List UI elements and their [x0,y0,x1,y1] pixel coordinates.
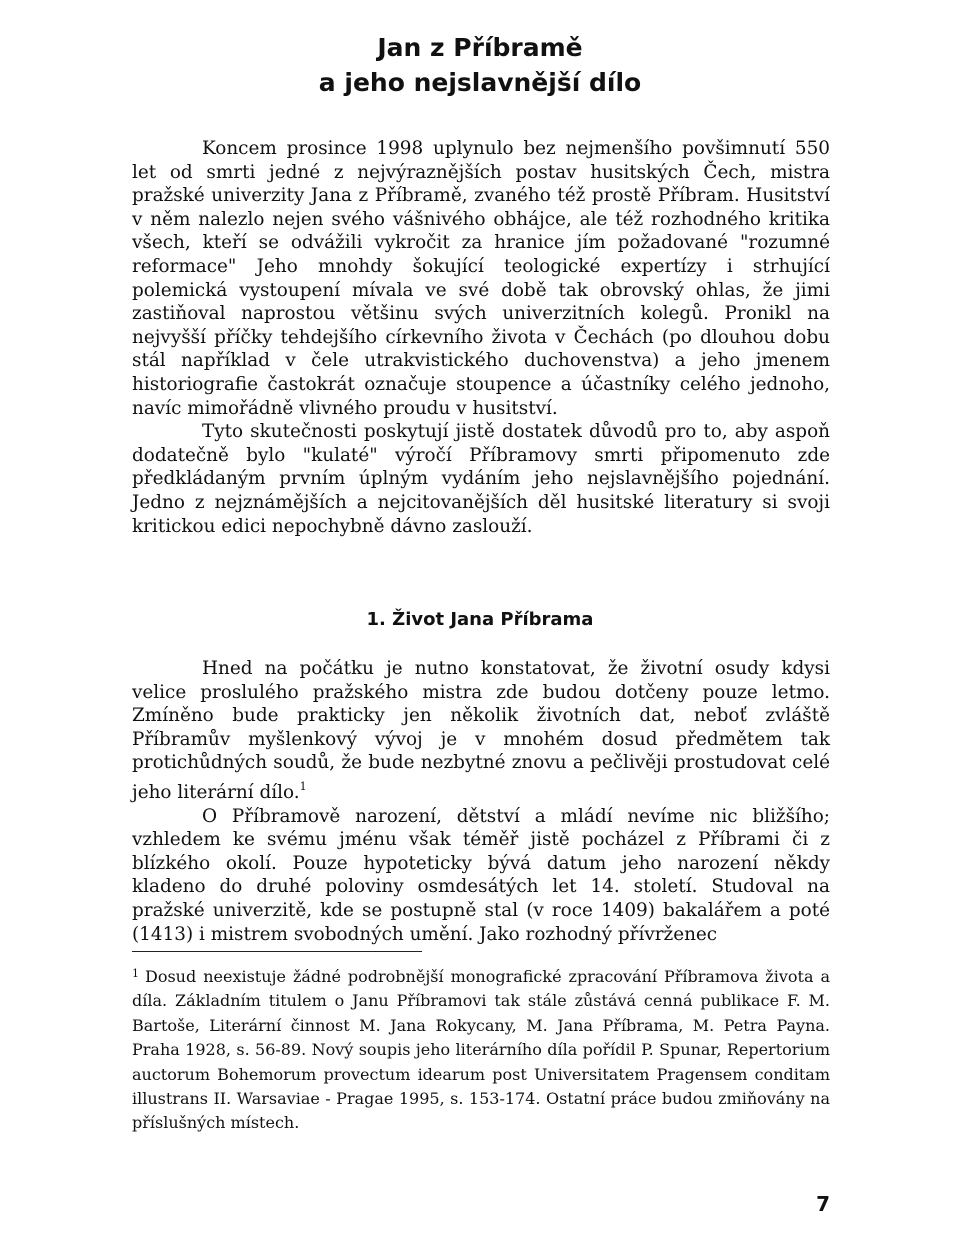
title-line-1: Jan z Příbramě [377,33,583,62]
footnote [132,962,830,1136]
footnote-text: Dosud neexistuje žádné podrobnější monografické zpracování Příbramova života a díla. Základním titulem o Janu Příbramovi tak stále zůstává cenná publikace F. M. Bartoše, Literární činnost M. Jana Rokycany, M. Jana Příbrama, M. Petra Payna. Praha 1928, s. 56-89. Nový soupis jeho literárního díla pořídil P. Spunar, Repertorium auctorum Bohemorum provectum idearum post Universitatem Pragensem conditam illustrans II. Warsaviae - Pragae 1995, s. 153-174. Ostatní práce budou zmiňovány na příslušných místech. [132,967,830,1133]
chapter-title [0,30,960,100]
intro-text [132,137,830,538]
section-heading: 1. Život Jana Příbrama [366,609,594,630]
footnote-reference[interactable]: 1 [299,779,307,793]
intro-paragraph-1: Koncem prosince 1998 uplynulo bez nejmenšího povšimnutí 550 let od smrti jedné z nejvýraznějších postav husitských Čech, mistra pražské univerzity Jana z Příbramě, zvaného též prostě Příbram. Husitství v něm nalezlo nejen svého vášnivého obhájce, ale též rozhodného kritika všech, kteří se odvážili vykročit za hranice jím požadované "rozumné reformace" Jeho mnohdy šokující teologické expertízy i strhující polemická vystoupení mívala ve své době tak obrovský ohlas, že jimi zastiňoval naprostou většinu svých univerzitních kolegů. Pronikl na nejvyšší příčky tehdejšího církevního života v Čechách (po dlouhou dobu stál například v čele utrakvistického duchovenstva) a jeho jmenem historiografie častokrát označuje stoupence a účastníky celého jednoho, navíc mimořádně vlivného proudu v husitství. [132,138,830,419]
section-1-text [132,657,830,946]
footnote-mark: 1 [132,967,139,980]
page-number: 7 [816,1192,830,1216]
title-line-2: a jeho nejslavnější dílo [318,68,642,97]
intro-paragraph-2: Tyto skutečnosti poskytují jistě dostatek důvodů pro to, aby aspoň dodatečně bylo "kulaté" výročí Příbramovy smrti připomenuto zde předkládaným prvním úplným vydáním jeho nejslavnějšího pojednání. Jedno z nejznámějších a nejcitovanějších děl husitské literatury si svoji kritickou edici nepochybně dávno zaslouží. [132,421,830,537]
section-1-paragraph-2: O Příbramově narození, dětství a mládí nevíme nic bližšího; vzhledem ke svému jménu však téměř jistě pocházel z Příbrami či z blízkého okolí. Pouze hypoteticky bývá datum jeho narození někdy kladeno do druhé poloviny osmdesátých let 14. století. Studoval na pražské univerzitě, kde se postupně stal (v roce 1409) bakalářem a poté (1413) i mistrem svobodných umění. Jako rozhodný přívrženec [132,805,830,945]
footnote-separator [132,951,422,952]
section-1-paragraph-1: Hned na počátku je nutno konstatovat, že životní osudy kdysi velice proslulého pražského mistra zde budou dotčeny pouze letmo. Zmíněno bude prakticky jen několik životních dat, neboť zvláště Příbramův myšlenkový vývoj je v mnohém dosud předmětem tak protichůdných soudů, že bude nezbytné znovu a pečlivěji prostudovat celé jeho literární dílo.$^1$ [132,658,830,803]
